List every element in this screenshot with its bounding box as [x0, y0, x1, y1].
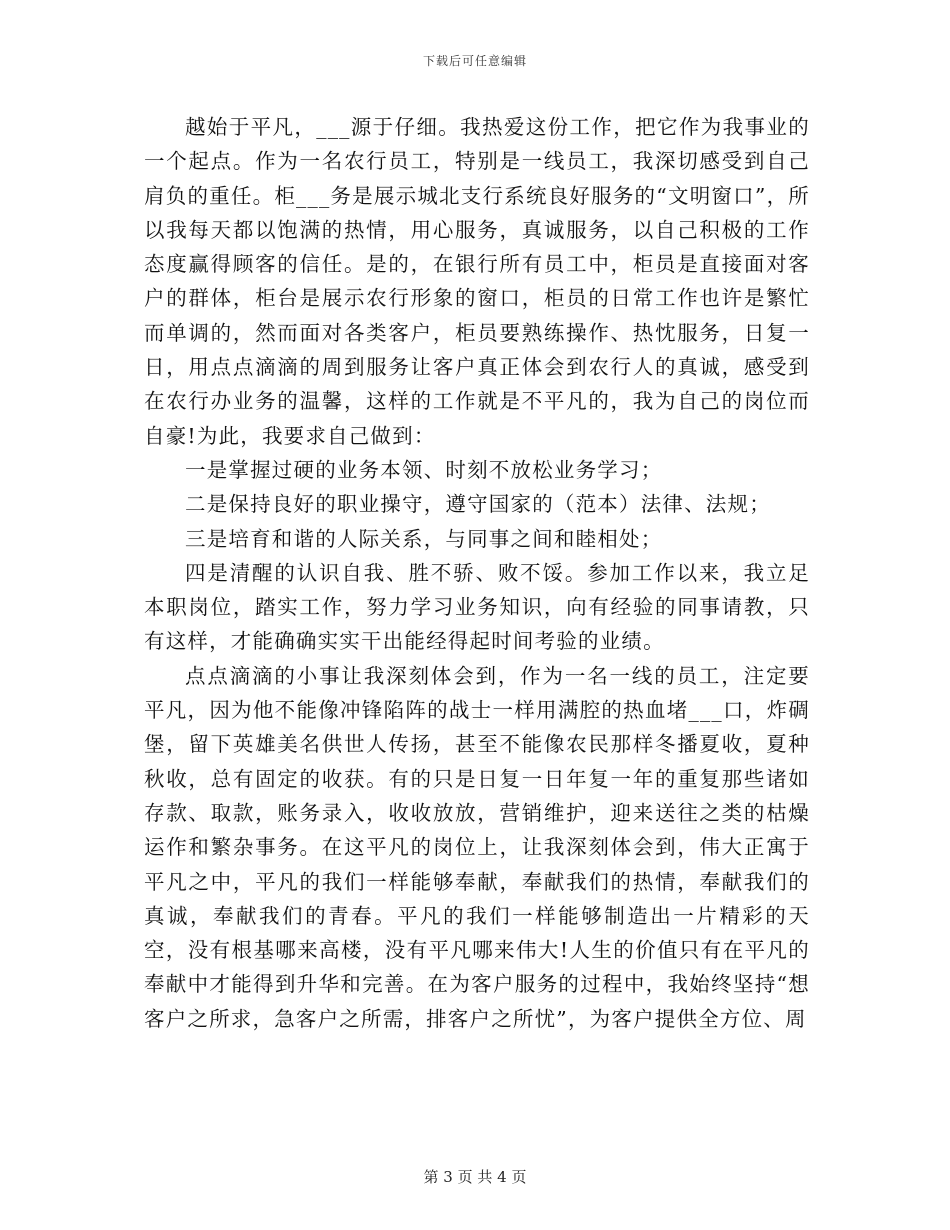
paragraph-6: 点点滴滴的小事让我深刻体会到，作为一名一线的员工，注定要平凡，因为他不能像冲锋陷阵的战士一样用满腔的热血堵___口，炸碉堡，留下英雄美名供世人传扬，甚至不能像农民那样冬播夏收，夏种秋收，总有固定的收获。有的只是日复一日年复一年的重复那些诸如存款、取款，账务录入，收收放放，营销维护，迎来送往之类的枯燥运作和繁杂事务。在这平凡的岗位上，让我深刻体会到，伟大正寓于平凡之中，平凡的我们一样能够奉献，奉献我们的热情，奉献我们的真诚，奉献我们的青春。平凡的我们一样能够制造出一片精彩的天空，没有根基哪来高楼，没有平凡哪来伟大!人生的价值只有在平凡的奉献中才能得到升华和完善。在为客户服务的过程中，我始终坚持“想客户之所求，急客户之所需，排客户之所忧”，为客户提供全方位、周 [144, 663, 810, 1031]
paragraph-1: 越始于平凡，___源于仔细。我热爱这份工作，把它作为我事业的一个起点。作为一名农行员工，特别是一线员工，我深切感受到自己肩负的重任。柜___务是展示城北支行系统良好服务的“文明窗口”，所以我每天都以饱满的热情，用心服务，真诚服务，以自己积极的工作态度赢得顾客的信任。是的，在银行所有员工中，柜员是直接面对客户的群体，柜台是展示农行形象的窗口，柜员的日常工作也许是繁忙而单调的，然而面对各类客户，柜员要熟练操作、热忱服务，日复一日，用点点滴滴的周到服务让客户真正体会到农行人的真诚，感受到在农行办业务的温馨，这样的工作就是不平凡的，我为自己的岗位而自豪!为此，我要求自己做到： [144, 115, 810, 448]
page-footer: 第 3 页 共 4 页 [423, 1168, 527, 1186]
paragraph-5: 四是清醒的认识自我、胜不骄、败不馁。参加工作以来，我立足本职岗位，踏实工作，努力学习业务知识，向有经验的同事请教，只有这样，才能确确实实干出能经得起时间考验的业绩。 [144, 560, 810, 654]
paragraph-2: 一是掌握过硬的业务本领、时刻不放松业务学习； [185, 457, 663, 482]
paragraph-4: 三是培育和谐的人际关系，与同事之间和睦相处； [185, 526, 663, 551]
page-header: 下载后可任意编辑 [422, 54, 527, 68]
document-body [144, 110, 810, 1036]
paragraph-3: 二是保持良好的职业操守，遵守国家的（范本）法律、法规； [185, 492, 771, 517]
